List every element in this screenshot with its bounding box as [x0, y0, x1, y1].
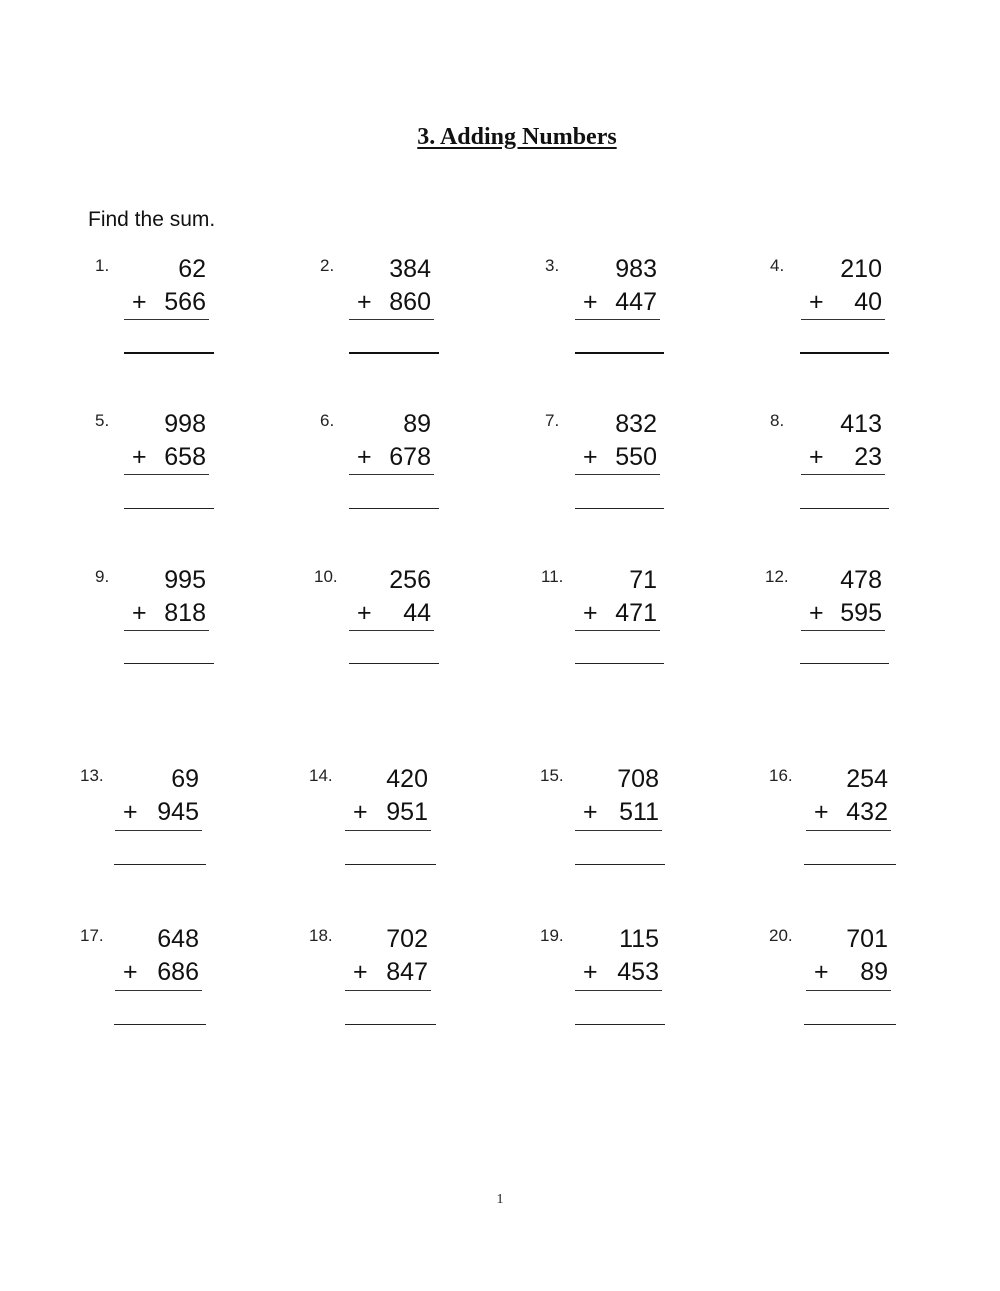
answer-blank[interactable] [114, 1024, 206, 1025]
addends [349, 254, 434, 324]
answer-blank[interactable] [804, 864, 896, 865]
answer-blank[interactable] [804, 1024, 896, 1025]
plus-sign: + [132, 443, 147, 471]
first-addend: 413 [840, 410, 882, 438]
answer-blank[interactable] [124, 663, 214, 664]
first-addend: 420 [386, 765, 428, 793]
answer-blank[interactable] [575, 1024, 665, 1025]
plus-sign: + [814, 958, 829, 986]
sum-rule [575, 990, 662, 991]
addends [575, 254, 660, 324]
worksheet-title: 3. Adding Numbers [417, 124, 617, 150]
sum-rule [345, 830, 431, 831]
second-addend: 453 [617, 958, 659, 986]
answer-blank[interactable] [575, 864, 665, 865]
answer-blank[interactable] [800, 352, 889, 354]
second-addend: 89 [860, 958, 888, 986]
addends [124, 565, 209, 635]
answer-blank[interactable] [345, 1024, 436, 1025]
first-addend: 210 [840, 255, 882, 283]
answer-blank[interactable] [349, 663, 439, 664]
first-addend: 701 [846, 925, 888, 953]
first-addend: 256 [389, 566, 431, 594]
first-addend: 69 [171, 765, 199, 793]
answer-blank[interactable] [124, 352, 214, 354]
addends [801, 409, 885, 479]
sum-rule [115, 990, 202, 991]
sum-rule [801, 474, 885, 475]
first-addend: 254 [846, 765, 888, 793]
second-addend: 550 [615, 443, 657, 471]
addends [575, 409, 660, 479]
addends [575, 764, 662, 834]
first-addend: 115 [619, 925, 659, 953]
addends [801, 565, 885, 635]
sum-rule [115, 830, 202, 831]
second-addend: 686 [157, 958, 199, 986]
problem-number: 13. [80, 766, 104, 785]
problem-number: 1. [95, 256, 110, 275]
plus-sign: + [132, 599, 147, 627]
problem-number: 17. [80, 926, 104, 945]
plus-sign: + [583, 958, 598, 986]
plus-sign: + [353, 798, 368, 826]
second-addend: 945 [157, 798, 199, 826]
problem-number: 19. [540, 926, 564, 945]
sum-rule [801, 319, 885, 320]
plus-sign: + [583, 599, 598, 627]
sum-rule [575, 830, 662, 831]
first-addend: 702 [386, 925, 428, 953]
plus-sign: + [357, 288, 372, 316]
answer-blank[interactable] [800, 663, 889, 664]
plus-sign: + [353, 958, 368, 986]
plus-sign: + [357, 599, 372, 627]
sum-rule [349, 630, 434, 631]
plus-sign: + [123, 798, 138, 826]
second-addend: 471 [615, 599, 657, 627]
first-addend: 708 [617, 765, 659, 793]
problem-number: 6. [320, 411, 335, 430]
problem-number: 4. [770, 256, 785, 275]
first-addend: 384 [389, 255, 431, 283]
addends [115, 924, 202, 994]
second-addend: 566 [164, 288, 206, 316]
answer-blank[interactable] [345, 864, 436, 865]
answer-blank[interactable] [575, 508, 664, 509]
first-addend: 89 [403, 410, 431, 438]
second-addend: 658 [164, 443, 206, 471]
page-number: 1 [496, 1192, 504, 1207]
first-addend: 62 [178, 255, 206, 283]
plus-sign: + [814, 798, 829, 826]
problem-number: 3. [545, 256, 560, 275]
addends [349, 565, 434, 635]
second-addend: 511 [619, 798, 659, 826]
sum-rule [349, 474, 434, 475]
second-addend: 847 [386, 958, 428, 986]
plus-sign: + [809, 599, 824, 627]
plus-sign: + [583, 443, 598, 471]
answer-blank[interactable] [800, 508, 889, 509]
problem-number: 9. [95, 567, 110, 586]
second-addend: 447 [615, 288, 657, 316]
sum-rule [575, 474, 660, 475]
second-addend: 860 [389, 288, 431, 316]
answer-blank[interactable] [575, 663, 664, 664]
answer-blank[interactable] [349, 352, 439, 354]
first-addend: 478 [840, 566, 882, 594]
addends [806, 764, 891, 834]
first-addend: 648 [157, 925, 199, 953]
addends [345, 924, 431, 994]
sum-rule [349, 319, 434, 320]
problem-number: 16. [769, 766, 793, 785]
second-addend: 432 [846, 798, 888, 826]
problem-number: 10. [314, 567, 338, 586]
addends [801, 254, 885, 324]
addends [345, 764, 431, 834]
first-addend: 832 [615, 410, 657, 438]
first-addend: 995 [164, 566, 206, 594]
problem-number: 14. [309, 766, 333, 785]
problem-number: 2. [320, 256, 335, 275]
sum-rule [806, 830, 891, 831]
problem-number: 7. [545, 411, 560, 430]
addends [806, 924, 891, 994]
addends [115, 764, 202, 834]
answer-blank[interactable] [114, 864, 206, 865]
plus-sign: + [809, 443, 824, 471]
addends [349, 409, 434, 479]
problem-number: 20. [769, 926, 793, 945]
addends [575, 924, 662, 994]
plus-sign: + [132, 288, 147, 316]
sum-rule [575, 319, 660, 320]
sum-rule [806, 990, 891, 991]
plus-sign: + [357, 443, 372, 471]
plus-sign: + [809, 288, 824, 316]
answer-blank[interactable] [349, 508, 439, 509]
problem-number: 11. [541, 567, 564, 586]
plus-sign: + [583, 288, 598, 316]
second-addend: 44 [403, 599, 431, 627]
sum-rule [124, 319, 209, 320]
plus-sign: + [583, 798, 598, 826]
problem-number: 15. [540, 766, 564, 785]
addends [124, 254, 209, 324]
sum-rule [345, 990, 431, 991]
sum-rule [124, 474, 209, 475]
second-addend: 951 [386, 798, 428, 826]
problem-number: 5. [95, 411, 110, 430]
addends [575, 565, 660, 635]
plus-sign: + [123, 958, 138, 986]
answer-blank[interactable] [575, 352, 664, 354]
second-addend: 678 [389, 443, 431, 471]
problem-number: 12. [765, 567, 789, 586]
sum-rule [124, 630, 209, 631]
problem-number: 18. [309, 926, 333, 945]
first-addend: 71 [629, 566, 657, 594]
second-addend: 40 [854, 288, 882, 316]
addends [124, 409, 209, 479]
problem-number: 8. [770, 411, 785, 430]
second-addend: 23 [854, 443, 882, 471]
second-addend: 595 [840, 599, 882, 627]
answer-blank[interactable] [124, 508, 214, 509]
first-addend: 983 [615, 255, 657, 283]
sum-rule [575, 630, 660, 631]
second-addend: 818 [164, 599, 206, 627]
sum-rule [801, 630, 885, 631]
instruction-text: Find the sum. [88, 208, 216, 231]
first-addend: 998 [164, 410, 206, 438]
